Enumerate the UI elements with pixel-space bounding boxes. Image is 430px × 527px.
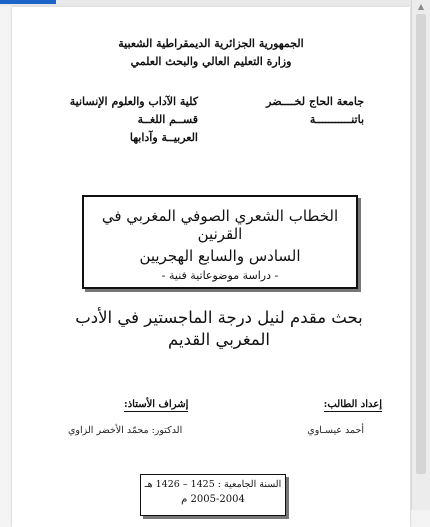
- purpose-line1: بحث مقدم لنيل درجة الماجستير في الأدب: [75, 308, 363, 327]
- department-name: قســم اللغــة: [137, 113, 198, 126]
- document-page: [12, 7, 410, 527]
- active-tab-indicator: [0, 0, 56, 4]
- subdepartment-name: العربيــة وآدابها: [129, 131, 198, 144]
- thesis-subtitle: - دراسة موضوعاتية فنية -: [161, 269, 279, 282]
- thesis-title-line1: الخطاب الشعري الصوفي المغربي في القرنين: [101, 207, 339, 243]
- student-label: إعداد الطالب:: [323, 399, 382, 410]
- university-block: [266, 93, 364, 129]
- student-name: أحمد عيسـاوي: [307, 425, 364, 436]
- thesis-purpose: [52, 307, 386, 351]
- faculty-block: [68, 93, 198, 147]
- window-top-strip: [0, 0, 430, 6]
- supervisor-name: الدكتور: محمّد الأخضر الزاوي: [68, 425, 183, 436]
- faculty-name: كلية الآداب والعلوم الإنسانية: [69, 95, 198, 108]
- supervisor-label: إشراف الأستاذ:: [124, 399, 189, 410]
- academic-year-hijri: السنة الجامعية : 1425 – 1426 هـ: [144, 479, 282, 490]
- vertical-scrollbar[interactable]: [411, 0, 430, 510]
- scrollbar-thumb[interactable]: [416, 14, 426, 474]
- academic-year-gregorian: 2005-2004 م: [181, 494, 245, 505]
- university-name: جامعة الحاج لخــــضر: [266, 95, 364, 108]
- scroll-up-arrow-icon[interactable]: ▲: [417, 2, 425, 11]
- thesis-title-line2: السادس والسابع الهجريين: [139, 247, 301, 265]
- thesis-title-box: [82, 195, 358, 289]
- purpose-line2: المغربي القديم: [168, 330, 270, 349]
- university-city: باتنـــــــــــة: [309, 113, 364, 126]
- ministry-header: وزارة التعليم العالي والبحث العلمي: [130, 55, 292, 68]
- republic-header: الجمهورية الجزائرية الديمقراطية الشعبية: [118, 37, 304, 50]
